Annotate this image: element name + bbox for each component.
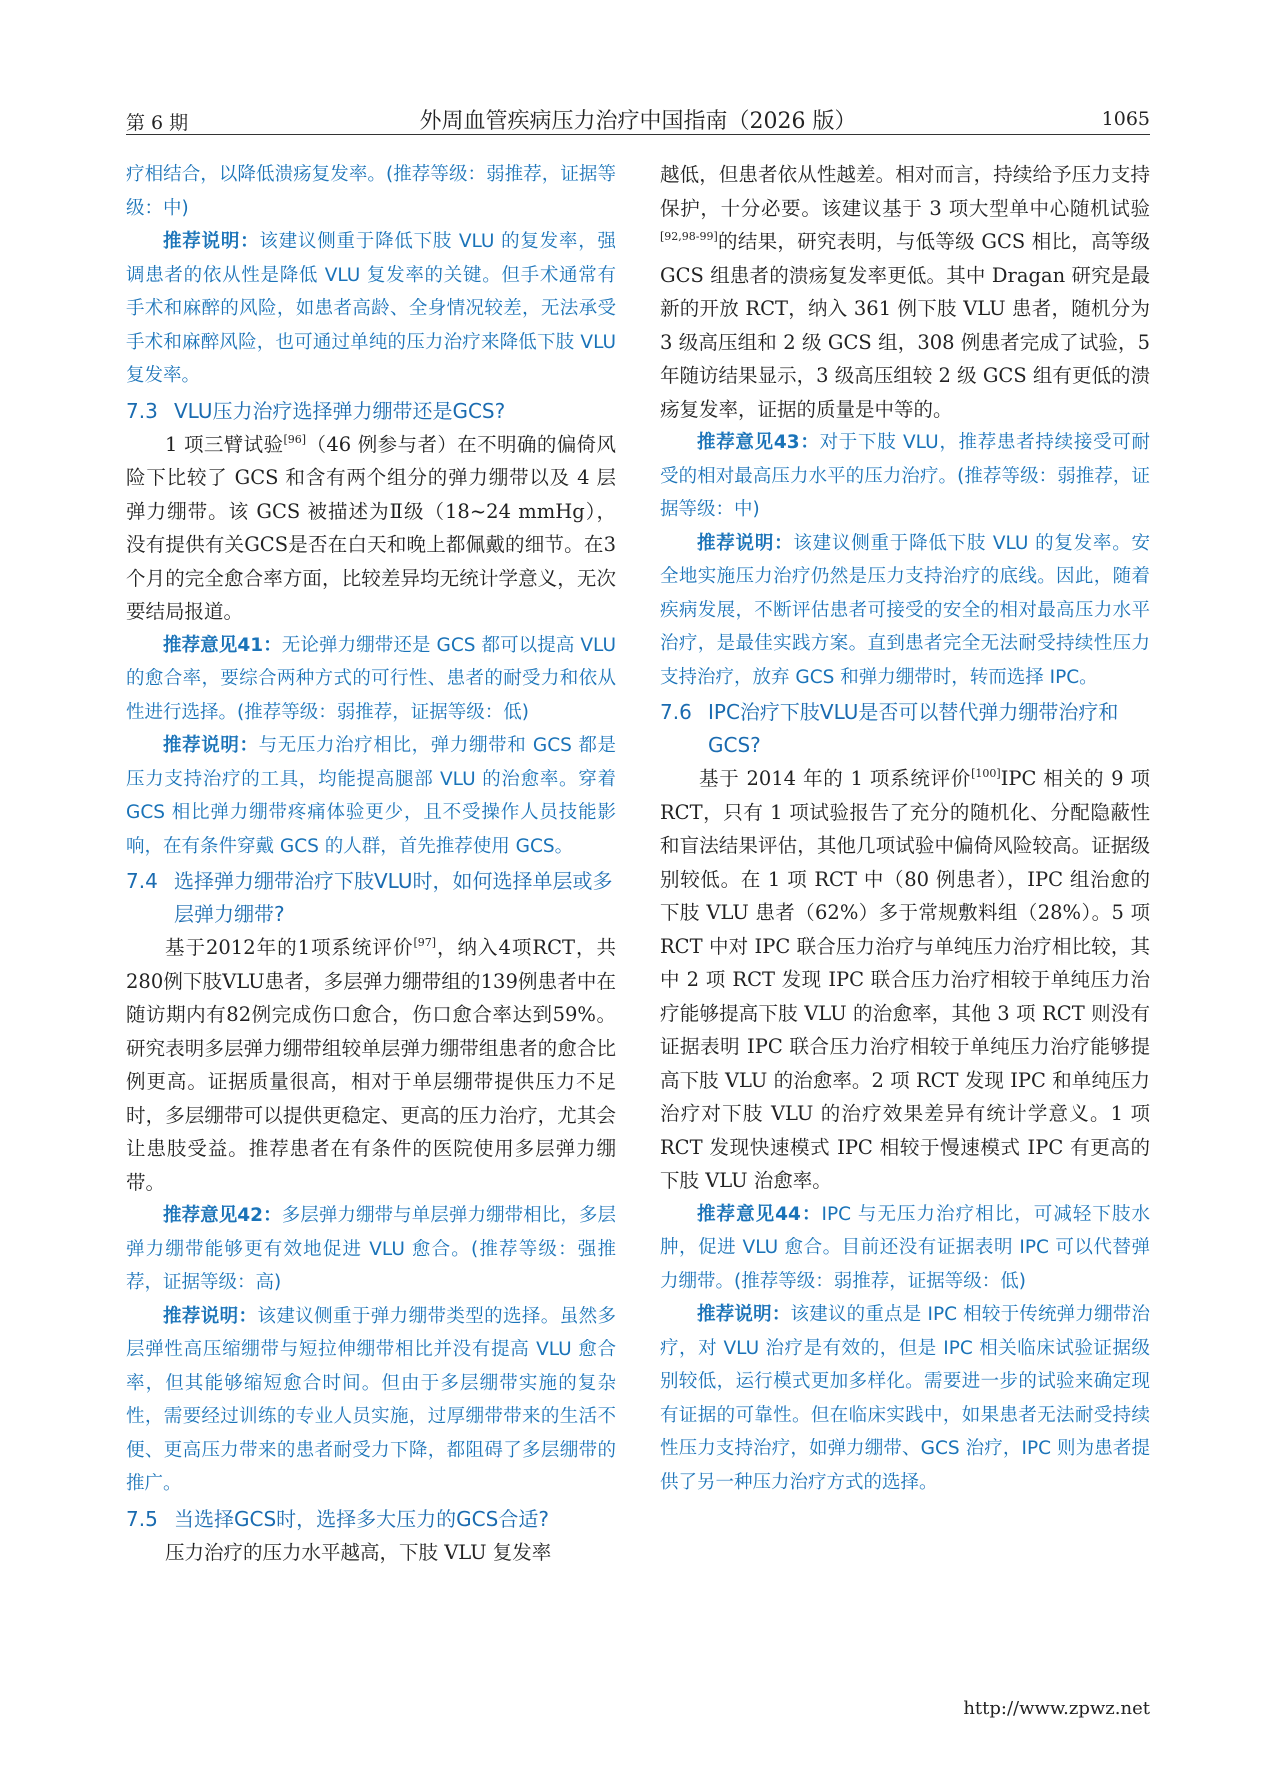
section-number: 7.6 (660, 700, 692, 724)
recommendation-text: IPC 与无压力治疗相比，可减轻下肢水肿，促进 VLU 愈合。目前还没有证据表明 IPC 可以代替弹力绷带。(推荐等级：弱推荐，证据等级：低) (660, 1203, 1150, 1292)
section-heading-7-4 (126, 865, 616, 931)
recommendation-note (126, 1300, 616, 1501)
recommendation-44 (660, 1198, 1150, 1299)
text: 1 项三臂试验 (165, 432, 284, 456)
text: IPC 相关的 9 项 RCT，只有 1 项试验报告了充分的随机化、分配隐蔽性和盲法结果评估，其他几项试验中偏倚风险较高。证据级别较低。在 1 项 RCT 中（80 例患者），IPC 组治愈的下肢 VLU 患者（62%）多于常规敷料组（28%）。5 项 RCT 中对 IPC 联合压力治疗与单纯压力治疗相比较，其中 2 项 RCT 发现 IPC 联合压力治疗相较于单纯压力治疗能够提高下肢 VLU 的治愈率，其他 3 项 RCT 则没有证据表明 IPC 联合压力治疗相较于单纯压力治疗能够提高下肢 VLU 的治愈率。2 项 RCT 发现 IPC 和单纯压力治疗对下肢 VLU 的治疗效果差异有统计学意义。1 项 RCT 发现快速模式 IPC 相较于慢速模式 IPC 有更高的下肢 VLU 治愈率。 (660, 767, 1151, 1192)
issue-number: 第 6 期 (126, 112, 189, 134)
text: 基于2012年的1项系统评价 (165, 936, 414, 959)
note-label: 推荐说明： (697, 1304, 791, 1325)
text: ，纳入4项RCT，共280例下肢VLU患者，多层弹力绷带组的139例患者中在随访期内有82例完成伤口愈合，伤口愈合率达到59%。研究表明多层弹力绷带组较单层弹力绷带组患者的愈合比例更高。证据质量很高，相对于单层绷带提供压力不足时，多层绷带可以提供更稳定、更高的压力治疗，尤其会让患肢受益。推荐患者在有条件的医院使用多层弹力绷带。 (126, 936, 616, 1194)
text: （46 例参与者）在不明确的偏倚风险下比较了 GCS 和含有两个组分的弹力绷带以及 4 层弹力绷带。该 GCS 被描述为Ⅱ级（18~24 mmHg），没有提供有关GCS是否在白天和晚上都佩戴的细节。在3个月的完全愈合率方面，比较差异均无统计学意义，无次要结局报道。 (126, 432, 617, 623)
section-heading-7-6 (660, 696, 1150, 762)
text: 的结果，研究表明，与低等级 GCS 相比，高等级 GCS 组患者的溃疡复发率更低。其中 Dragan 研究是最新的开放 RCT，纳入 361 例下肢 VLU 患者，随机分为 3 级高压组和 2 级 GCS 组，308 例患者完成了试验，5 年随访结果显示，3 级高压组较 2 级 GCS 组有更低的溃疡复发率，证据的质量是中等的。 (660, 230, 1150, 421)
note-text: 该建议的重点是 IPC 相较于传统弹力绷带治疗，对 VLU 治疗是有效的，但是 IPC 相关临床试验证据级别较低，运行模式更加多样化。需要进一步的试验来确定现有证据的可靠性。但在临床实践中，如果患者无法耐受持续性压力支持治疗，如弹力绷带、GCS 治疗，IPC 则为患者提供了另一种压力治疗方式的选择。 (660, 1304, 1150, 1493)
recommendation-41 (126, 629, 616, 730)
section-title: 选择弹力绷带治疗下肢VLU时，如何选择单层或多层弹力绷带? (174, 869, 613, 926)
note-text: 该建议侧重于降低下肢 VLU 的复发率，强调患者的依从性是降低 VLU 复发率的关键。但手术通常有手术和麻醉的风险，如患者高龄、全身情况较差，无法承受手术和麻醉风险，也可通过单纯的压力治疗来降低下肢 VLU 复发率。 (126, 231, 616, 386)
section-number: 7.5 (126, 1506, 158, 1531)
body-paragraph (126, 931, 616, 1199)
citation[interactable]: [96] (283, 432, 307, 446)
body-paragraph (126, 428, 616, 629)
recommendation-note (126, 225, 616, 393)
page-number: 1065 (1101, 108, 1150, 130)
journal-title: 外周血管疾病压力治疗中国指南（2026 版） (419, 109, 857, 134)
section-heading-7-5 (126, 1503, 616, 1536)
note-label: 推荐说明： (163, 1305, 258, 1327)
note-text: 与无压力治疗相比，弹力绷带和 GCS 都是压力支持治疗的工具，均能提高腿部 VLU 的治愈率。穿着 GCS 相比弹力绷带疼痛体验更少，且不受操作人员技能影响，在有条件穿戴 GCS 的人群，首先推荐使用 GCS。 (126, 735, 616, 857)
text: 越低，但患者依从性越差。相对而言，持续给予压力支持保护，十分必要。该建议基于 3 项大型单中心随机试验 (660, 163, 1150, 220)
body-paragraph (660, 762, 1150, 1198)
recommendation-text: 无论弹力绷带还是 GCS 都可以提高 VLU 的愈合率，要综合两种方式的可行性、患者的耐受力和依从性进行选择。(推荐等级：弱推荐，证据等级：低) (126, 634, 616, 723)
recommendation-label: 推荐意见42： (163, 1205, 282, 1226)
body-paragraph: 压力治疗的压力水平越高，下肢 VLU 复发率 (165, 1540, 552, 1564)
running-header (126, 104, 1150, 135)
recommendation-label: 推荐意见44： (697, 1203, 822, 1225)
section-heading-7-3 (126, 395, 616, 428)
recommendation-note (126, 729, 616, 863)
note-text: 该建议侧重于弹力绷带类型的选择。虽然多层弹性高压缩绷带与短拉伸绷带相比并没有提高 VLU 愈合率，但其能够缩短愈合时间。但由于多层绷带实施的复杂性，需要经过训练的专业人员实施，过厚绷带带来的生活不便、更高压力带来的患者耐受力下降，都阻碍了多层绷带的推广。 (126, 1305, 616, 1494)
recommendation-42 (126, 1199, 616, 1300)
recommendation-label: 推荐意见43： (697, 432, 820, 453)
footer-url[interactable]: http://www.zpwz.net (963, 1698, 1150, 1719)
note-label: 推荐说明： (697, 532, 794, 554)
recommendation-continuation: 疗相结合，以降低溃疡复发率。(推荐等级：弱推荐，证据等级：中) (126, 164, 616, 219)
recommendation-43 (660, 426, 1150, 527)
right-column (660, 158, 1150, 1499)
left-column (126, 158, 616, 1569)
note-label: 推荐说明： (163, 735, 259, 756)
body-paragraph (660, 158, 1150, 426)
recommendation-text: 多层弹力绷带与单层弹力绷带相比，多层弹力绷带能够更有效地促进 VLU 愈合。(推荐等级：强推荐，证据等级：高) (126, 1205, 616, 1293)
section-number: 7.4 (126, 869, 158, 893)
recommendation-note (660, 527, 1150, 695)
section-title: IPC治疗下肢VLU是否可以替代弹力绷带治疗和GCS? (708, 700, 1119, 757)
note-text: 该建议侧重于降低下肢 VLU 的复发率。安全地实施压力治疗仍然是压力支持治疗的底线。因此，随着疾病发展，不断评估患者可接受的安全的相对最高压力水平治疗，是最佳实践方案。直到患者完全无法耐受持续性压力支持治疗，放弃 GCS 和弹力绷带时，转而选择 IPC。 (660, 532, 1150, 688)
recommendation-label: 推荐意见41： (163, 634, 282, 656)
citation[interactable]: [100] (971, 767, 1001, 780)
citation[interactable]: [92,98-99] (660, 230, 718, 243)
section-title: 当选择GCS时，选择多大压力的GCS合适? (174, 1506, 549, 1531)
citation[interactable]: [97] (413, 936, 437, 949)
section-number: 7.3 (126, 398, 158, 423)
section-title: VLU压力治疗选择弹力绷带还是GCS? (174, 398, 506, 423)
note-label: 推荐说明： (163, 231, 260, 252)
text: 基于 2014 年的 1 项系统评价 (699, 767, 972, 790)
recommendation-note (660, 1298, 1150, 1499)
recommendation-text: 对于下肢 VLU，推荐患者持续接受可耐受的相对最高压力水平的压力治疗。(推荐等级：弱推荐，证据等级：中) (660, 432, 1151, 520)
